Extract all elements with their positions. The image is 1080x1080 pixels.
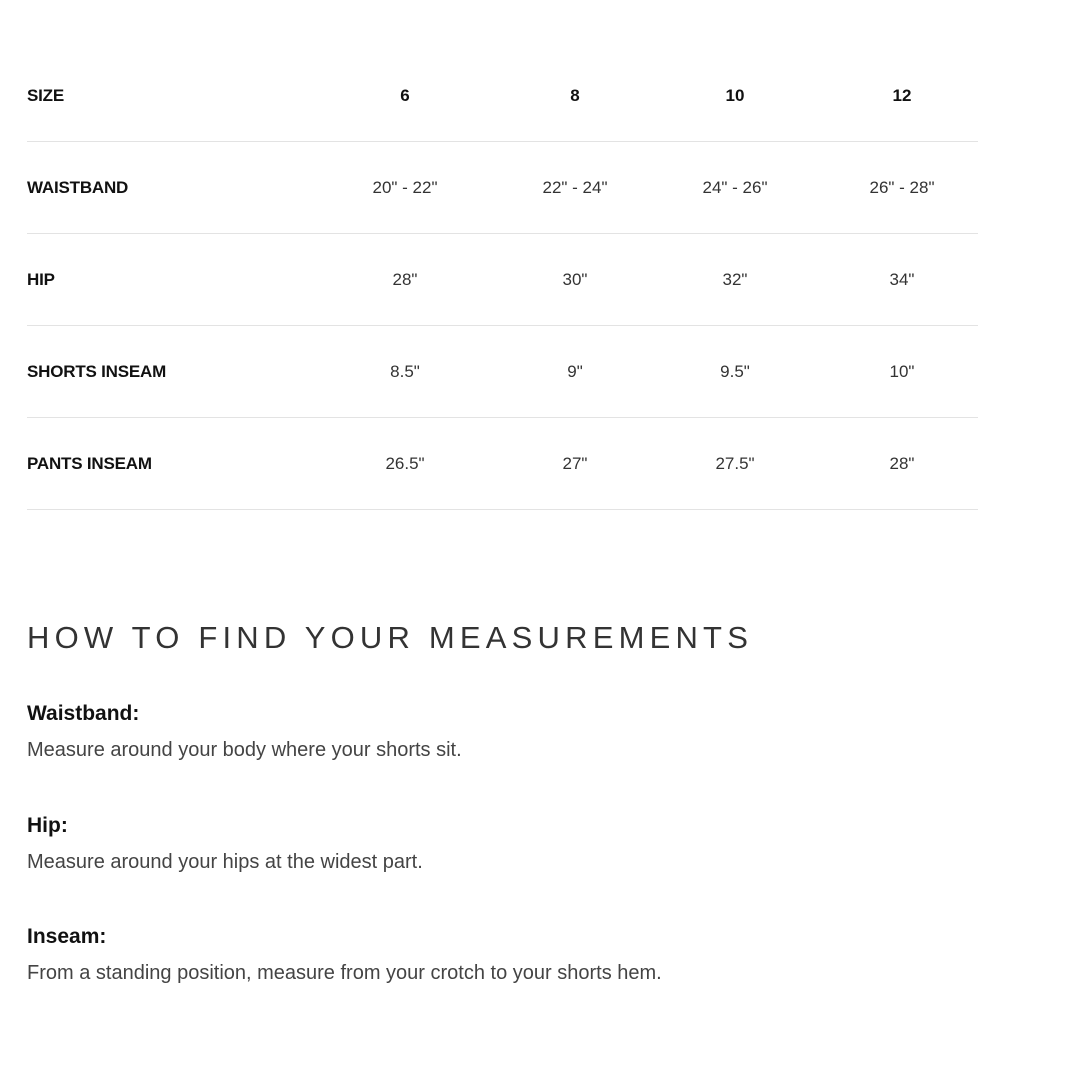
table-cell: 8.5": [390, 362, 420, 381]
inseam-guide-text: From a standing position, measure from your crotch to your shorts hem.: [27, 962, 662, 984]
table-cell: 27": [562, 454, 588, 473]
table-cell: 30": [562, 270, 588, 289]
waistband-label: WAISTBAND: [27, 178, 129, 197]
shorts-inseam-row: [27, 326, 978, 418]
table-cell: 32": [722, 270, 748, 289]
size-chart-table: [27, 50, 978, 510]
inseam-guide-heading: Inseam:: [27, 925, 107, 948]
hip-guide: [27, 813, 423, 875]
table-cell: 24" - 26": [702, 178, 768, 197]
inseam-guide: [27, 924, 662, 986]
size-column-10: 10: [725, 86, 745, 105]
hip-guide-heading: Hip:: [27, 814, 68, 837]
size-column-6: 6: [400, 86, 410, 105]
measurement-guide-title: HOW TO FIND YOUR MEASUREMENTS: [27, 620, 754, 655]
size-header-row: [27, 50, 978, 142]
table-cell: 28": [889, 454, 915, 473]
shorts-inseam-label: SHORTS INSEAM: [27, 362, 167, 381]
table-cell: 26.5": [385, 454, 425, 473]
hip-row: [27, 234, 978, 326]
size-column-12: 12: [892, 86, 912, 105]
hip-guide-text: Measure around your hips at the widest part.: [27, 851, 423, 873]
table-cell: 34": [889, 270, 915, 289]
size-header-label: SIZE: [27, 86, 64, 105]
size-column-8: 8: [570, 86, 580, 105]
table-cell: 20" - 22": [372, 178, 438, 197]
table-cell: 27.5": [715, 454, 755, 473]
waistband-row: [27, 142, 978, 234]
table-cell: 22" - 24": [542, 178, 608, 197]
pants-inseam-row: [27, 418, 978, 510]
waistband-guide: [27, 701, 462, 763]
table-cell: 28": [392, 270, 418, 289]
table-cell: 10": [889, 362, 915, 381]
table-cell: 26" - 28": [869, 178, 935, 197]
waistband-guide-text: Measure around your body where your shorts sit.: [27, 739, 462, 761]
table-cell: 9": [567, 362, 583, 381]
table-cell: 9.5": [720, 362, 750, 381]
hip-label: HIP: [27, 270, 55, 289]
waistband-guide-heading: Waistband:: [27, 702, 140, 725]
pants-inseam-label: PANTS INSEAM: [27, 454, 152, 473]
